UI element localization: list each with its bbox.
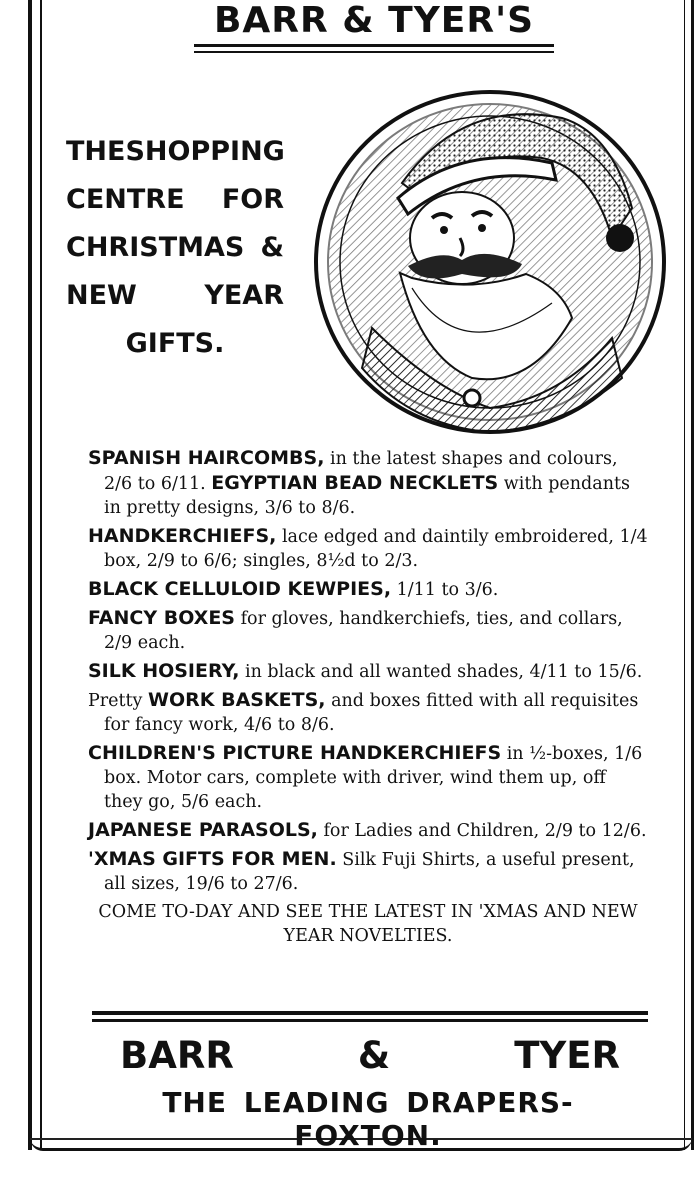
footer-name-word: & <box>357 1034 391 1077</box>
item-text: for Ladies and Children, 2/9 to 12/6. <box>317 821 647 841</box>
advert-title: BARR & TYER'S <box>213 0 535 41</box>
item-heading: FANCY BOXES <box>88 607 235 629</box>
slogan-line <box>66 128 284 176</box>
slogan-word: NEW <box>66 280 137 311</box>
slogan-line <box>66 320 284 368</box>
slogan-word: YEAR <box>204 280 284 311</box>
slogan-word: GIFTS. <box>125 328 225 359</box>
slogan-line <box>66 224 284 272</box>
title-rule-2 <box>194 51 554 53</box>
item-list <box>88 446 648 948</box>
item-heading: SILK HOSIERY, <box>88 660 240 682</box>
slogan-line <box>66 176 284 224</box>
item-text: Pretty <box>88 691 149 711</box>
item-entry <box>88 446 648 520</box>
right-border <box>684 0 694 1150</box>
footer-tagline: THE LEADING DRAPERS- FOXTON. <box>162 1086 574 1152</box>
slogan-line <box>66 272 284 320</box>
item-heading: EGYPTIAN BEAD NECKLETS <box>211 472 499 494</box>
item-entry <box>88 741 648 814</box>
title-rule <box>194 44 554 47</box>
item-heading: HANDKERCHIEFS, <box>88 525 277 547</box>
call-to-action: COME TO-DAY AND SEE THE LATEST IN 'XMAS AND NEW YEAR NOVELTIES. <box>98 902 638 946</box>
item-text: and boxes fitted with all requisites for fancy work, 4/6 to 8/6. <box>104 691 639 735</box>
footer-rule <box>92 1011 648 1022</box>
item-text: Silk Fuji Shirts, a useful present, all sizes, 19/6 to 27/6. <box>104 850 635 894</box>
item-entry <box>88 524 648 573</box>
item-text: in the latest shapes and colours, 2/6 to 6/11. <box>104 449 618 494</box>
footer-name-word: TYER <box>514 1034 620 1077</box>
footer-name-word: BARR <box>120 1034 234 1077</box>
item-entry <box>88 847 648 896</box>
item-entry <box>88 659 648 684</box>
item-heading: JAPANESE PARASOLS, <box>88 819 318 841</box>
slogan-word: FOR <box>221 184 284 215</box>
item-text: with pendants in pretty designs, 3/6 to 8/6. <box>104 474 630 518</box>
item-heading: SPANISH HAIRCOMBS, <box>88 447 325 469</box>
item-text: in ½-boxes, 1/6 box. Motor cars, complete with driver, wind them up, off they go, 5/6 each. <box>104 744 643 812</box>
slogan-word: THE <box>66 136 126 167</box>
santa-claus-icon <box>312 88 668 436</box>
item-entry <box>88 606 648 655</box>
item-entry <box>88 577 648 602</box>
item-entry <box>88 818 648 843</box>
item-heading: 'XMAS GIFTS FOR MEN. <box>88 848 337 870</box>
left-border <box>28 0 42 1150</box>
slogan <box>66 128 284 368</box>
slogan-word: SHOPPING <box>125 136 285 167</box>
item-text: for gloves, handkerchiefs, ties, and collars, 2/9 each. <box>104 609 623 653</box>
item-text: in black and all wanted shades, 4/11 to 15/6. <box>239 662 643 682</box>
item-heading: CHILDREN'S PICTURE HANDKERCHIEFS <box>88 742 502 764</box>
item-heading: WORK BASKETS, <box>148 689 326 711</box>
item-text: 1/11 to 3/6. <box>391 580 499 600</box>
slogan-word: CHRISTMAS <box>66 232 245 263</box>
item-text: lace edged and daintily embroidered, 1/4 box, 2/9 to 6/6; singles, 8½d to 2/3. <box>104 527 648 571</box>
slogan-word: & <box>260 232 284 263</box>
slogan-word: CENTRE <box>66 184 185 215</box>
item-entry <box>88 688 648 737</box>
item-heading: BLACK CELLULOID KEWPIES, <box>88 578 392 600</box>
footer-name <box>120 1034 620 1077</box>
